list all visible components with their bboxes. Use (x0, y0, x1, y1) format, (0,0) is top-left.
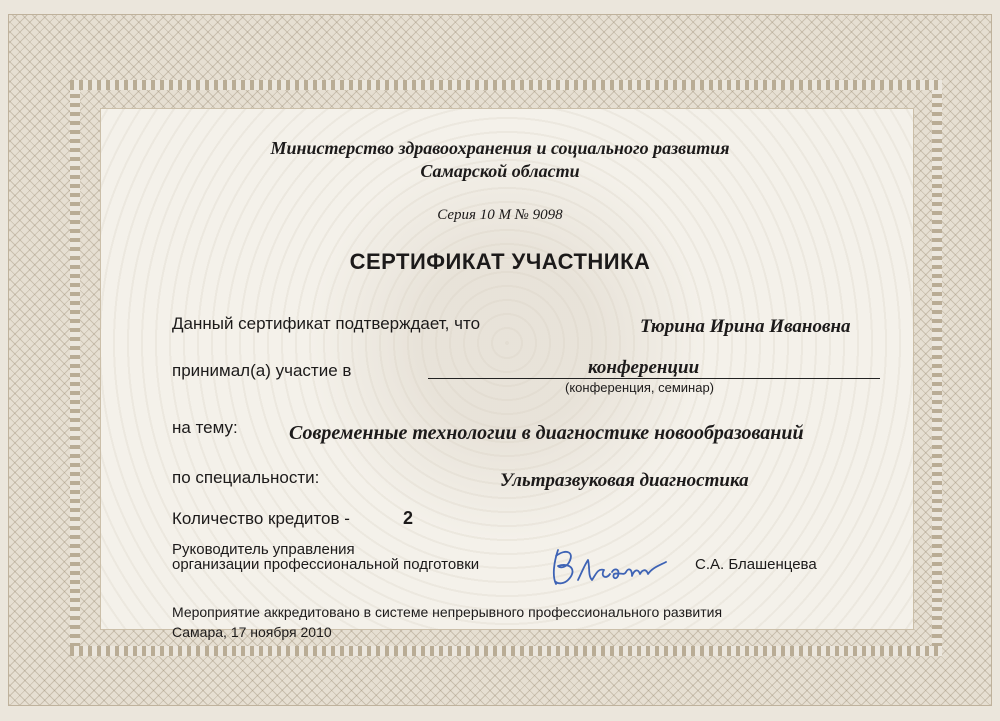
head-position-line-1: Руководитель управления (172, 541, 355, 558)
specialty-label: по специальности: (172, 468, 320, 487)
confirm-label: Данный сертификат подтверждает, что (172, 314, 481, 333)
credits-value: 2 (403, 508, 414, 528)
place-and-date: Самара, 17 ноября 2010 (172, 624, 332, 640)
topic-label: на тему: (172, 418, 238, 437)
participation-label: принимал(а) участие в (172, 361, 352, 380)
handwritten-signature (548, 542, 678, 590)
head-position-line-2: организации профессиональной подготовки (172, 556, 480, 573)
topic-value: Современные технологии в диагностике новообразований (289, 422, 804, 444)
event-type-hint: (конференция, семинар) (565, 380, 715, 395)
head-name: С.А. Блашенцева (695, 556, 817, 573)
ministry-line-1: Министерство здравоохранения и социального развития (270, 138, 730, 158)
event-type-value: конференции (588, 357, 700, 378)
certificate-title: СЕРТИФИКАТ УЧАСТНИКА (349, 249, 651, 274)
series-number: Серия 10 М № 9098 (437, 207, 563, 223)
participant-name: Тюрина Ирина Ивановна (640, 316, 851, 337)
specialty-value: Ультразвуковая диагностика (500, 470, 749, 491)
accreditation-note: Мероприятие аккредитовано в системе непрерывного профессионального развития (172, 604, 723, 620)
credits-label: Количество кредитов - (172, 509, 350, 528)
ministry-line-2: Самарской области (420, 161, 580, 181)
